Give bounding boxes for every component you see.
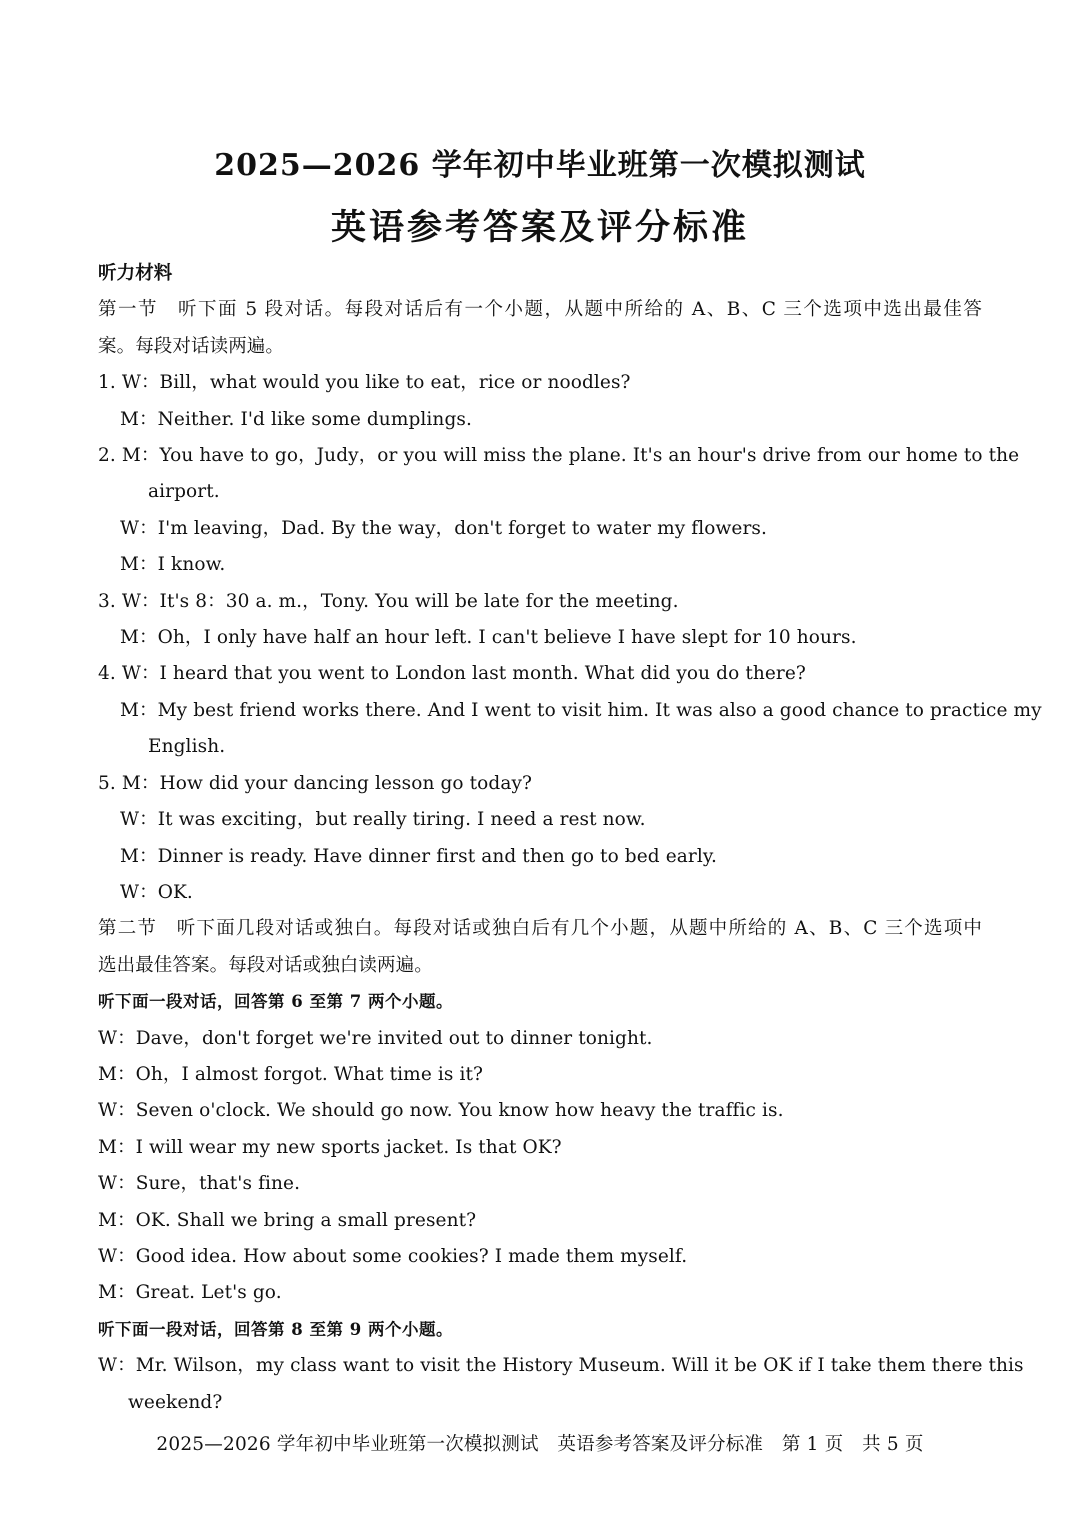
part2-instruction-cont: 选出最佳答案。每段对话或独白读两遍。 xyxy=(98,954,433,976)
document-body xyxy=(98,256,1042,1421)
dialogue-line: W：Good idea. How about some cookies? I made them myself. xyxy=(98,1245,688,1267)
dialogue-line: W：Dave，don't forget we're invited out to dinner tonight. xyxy=(98,1027,653,1049)
dialogue-line: English. xyxy=(148,736,226,758)
dialogue-line: weekend? xyxy=(128,1391,223,1413)
dialogue-line: M：OK. Shall we bring a small present? xyxy=(98,1209,477,1231)
section-heading: 听力材料 xyxy=(98,263,173,284)
part2-instruction: 第二节 听下面几段对话或独白。每段对话或独白后有几个小题，从题中所给的 A、B、C 三个选项中 xyxy=(98,918,982,940)
group-instruction: 听下面一段对话，回答第 8 至第 9 两个小题。 xyxy=(98,1319,453,1339)
dialogue-line: W：Mr. Wilson，my class want to visit the History Museum. Will it be OK if I take them there this xyxy=(98,1355,1024,1377)
page-footer: 2025—2026 学年初中毕业班第一次模拟测试 英语参考答案及评分标准 第 1 页 共 5 页 xyxy=(156,1434,924,1455)
dialogue-line: M：My best friend works there. And I went to visit him. It was also a good chance to practice my xyxy=(120,699,1042,721)
dialogue-line: M：I know. xyxy=(120,554,226,576)
group-instruction: 听下面一段对话，回答第 6 至第 7 两个小题。 xyxy=(98,992,453,1012)
page-subtitle: 英语参考答案及评分标准 xyxy=(330,207,749,248)
dialogue-line: M：Neither. I'd like some dumplings. xyxy=(120,408,472,430)
dialogue-line: M：Great. Let's go. xyxy=(98,1282,282,1304)
dialogue-line: W：Sure，that's fine. xyxy=(98,1173,301,1195)
dialogue-line: 5. M：How did your dancing lesson go today? xyxy=(98,772,533,794)
dialogue-line: 1. W：Bill，what would you like to eat，rice or noodles? xyxy=(98,372,631,394)
dialogue-line: W：Seven o'clock. We should go now. You know how heavy the traffic is. xyxy=(98,1100,784,1122)
part1-instruction-cont: 案。每段对话读两遍。 xyxy=(98,335,285,357)
dialogue-line: M：I will wear my new sports jacket. Is that OK? xyxy=(98,1136,562,1158)
dialogue-line: 3. W：It's 8：30 a. m.，Tony. You will be late for the meeting. xyxy=(98,590,679,612)
page-title: 2025—2026 学年初中毕业班第一次模拟测试 xyxy=(214,148,866,183)
dialogue-line: M：Dinner is ready. Have dinner first and then go to bed early. xyxy=(120,845,717,867)
part1-instruction: 第一节 听下面 5 段对话。每段对话后有一个小题，从题中所给的 A、B、C 三个选项中选出最佳答 xyxy=(98,299,982,321)
dialogue-line: M：Oh，I only have half an hour left. I can't believe I have slept for 10 hours. xyxy=(120,627,857,649)
dialogue-line: W：I'm leaving，Dad. By the way，don't forget to water my flowers. xyxy=(120,517,767,539)
dialogue-line: W：It was exciting，but really tiring. I need a rest now. xyxy=(120,809,646,831)
dialogue-line: airport. xyxy=(148,481,220,503)
dialogue-line: M：Oh，I almost forgot. What time is it? xyxy=(98,1063,484,1085)
dialogue-line: W：OK. xyxy=(120,881,193,903)
dialogue-line: 2. M：You have to go，Judy，or you will miss the plane. It's an hour's drive from our home to the xyxy=(98,445,1020,467)
dialogue-line: 4. W：I heard that you went to London last month. What did you do there? xyxy=(98,663,806,685)
